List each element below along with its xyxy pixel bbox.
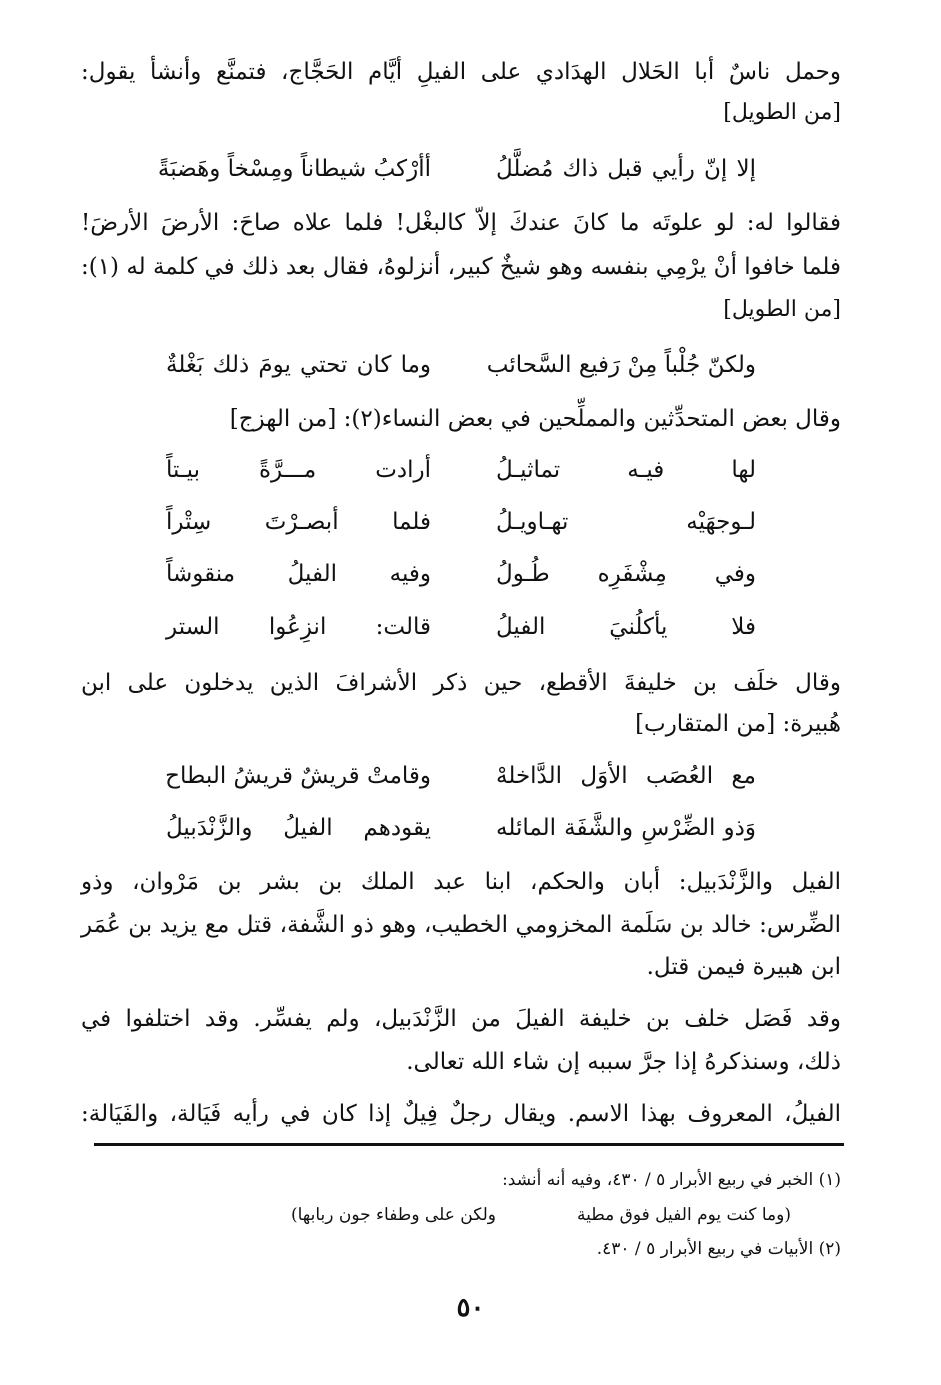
verse-hemistich: وقامتْ قريشٌ قريشُ البطاح [165,763,431,789]
footnote-divider [94,1143,844,1146]
paragraph-5-line-1: الفيل والزَّنْدَبيل: أبان والحكم، ابنا عبد الملك بن بشر بن مَرْوان، وذو [81,869,841,895]
verse-hemistich: فلا يأكلُنيَ الفيلُ [496,614,756,640]
verse-hemistich: وفي مِشْفَرِه طُـولُ [496,561,756,587]
paragraph-5-line-3: ابن هبيرة فيمن قتل. [646,954,841,980]
paragraph-1-line-1: وحمل ناسٌ أبا الحَلال الهدَادي على الفيلِ أيَّام الحَجَّاج، فتمنَّع وأنشأ يقول: [81,59,841,85]
verse-hemistich: فلما أبصـرْتَ سِتْراً [166,509,431,535]
footnote-1: (١) الخبر في ربيع الأبرار ٥ / ٤٣٠، وفيه أنه أنشد: [502,1170,841,1190]
verse-hemistich: قالت: انزِعُوا الستر [166,614,431,640]
paragraph-7-line-1: الفيلُ، المعروف بهذا الاسم. ويقال رجلٌ فِيلٌ إذا كان في رأيه فَيَالة، والفَيَالة: [81,1101,841,1127]
footnote-verse-hemistich: (وما كنت يوم الفيل فوق مطية [576,1205,791,1225]
meter-label: [من الطويل] [723,297,841,322]
verse-hemistich: إلا إنّ رأيي قبل ذاك مُضلَّلُ [496,156,756,182]
paragraph-2-line-2: فلما خافوا أنْ يرْمِي بنفسه وهو شيخٌ كبير، أنزلوهُ، فقال بعد ذلك في كلمة له (١): [80,254,841,280]
verse-hemistich: أأرْكبُ شيطاناً ومِسْخاً وهَضبَةً [157,156,431,182]
footnote-2: (٢) الأبيات في ربيع الأبرار ٥ / ٤٣٠. [596,1239,841,1259]
verse-hemistich: مع العُصَب الأوَل الدَّاخلهْ [496,763,756,789]
verse-hemistich: لها فيـه تماثيـلُ [496,457,756,483]
paragraph-2-line-1: فقالوا له: لو علوتَه ما كانَ عندكَ إلاّ كالبغْل! فلما علاه صاحَ: الأرضَ الأرضَ! [81,210,841,236]
verse-hemistich: يقودهم الفيلُ والزَّنْدَبيلُ [166,815,431,841]
page-number: ٥٠ [456,1293,485,1323]
paragraph-4-line-1: وقال خلَف بن خليفةَ الأقطع، حين ذكر الأشرافَ الذين يدخلون على ابن [81,670,841,696]
verse-hemistich: وفيه الفيلُ منقوشاً [166,561,431,587]
paragraph-6-line-1: وقد فَصَل خلف بن خليفة الفيلَ من الزَّنْدَبيل، ولم يفسِّر. وقد اختلفوا في [81,1006,841,1032]
paragraph-4-line-2: هُبيرة: [من المتقارب] [635,711,841,737]
verse-hemistich: أرادت مـــرَّةً بيـتاً [166,457,431,483]
verse-hemistich: وَذو الضِّرْسِ والشَّفَة المائله [496,815,756,841]
verse-hemistich: لـوجهَيْه تهـاويـلُ [496,509,756,535]
verse-hemistich: وما كان تحتي يومَ ذلك بَغْلةٌ [166,352,431,378]
paragraph-3-line-1: وقال بعض المتحدِّثين والمملِّحين في بعض النساء(٢): [من الهزج] [229,406,841,432]
footnote-verse-hemistich: ولكن على وطفاء جون ربابها) [290,1205,496,1225]
paragraph-6-line-2: ذلك، وسنذكرهُ إذا جرَّ سببه إن شاء الله تعالى. [406,1049,841,1075]
paragraph-5-line-2: الضِّرس: خالد بن سَلَمة المخزومي الخطيب، وهو ذو الشَّفة، قتل مع يزيد بن عُمَر [81,912,841,938]
verse-hemistich: ولكنّ جُلْباً مِنْ رَفيع السَّحائب [486,352,756,378]
meter-label: [من الطويل] [723,100,841,125]
